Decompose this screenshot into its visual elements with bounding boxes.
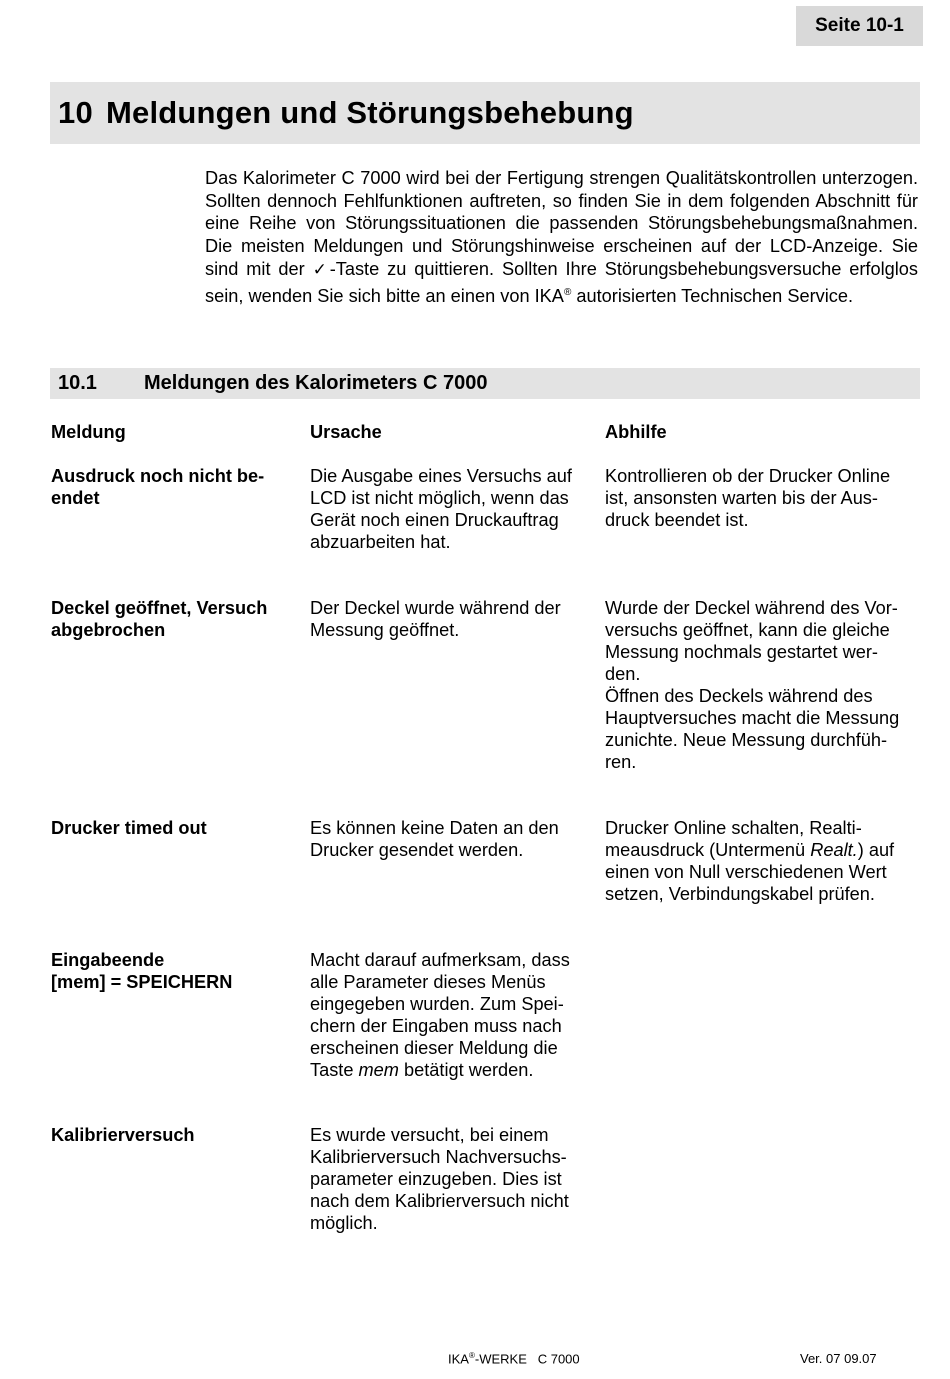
text-line: druck beendet ist.: [605, 510, 749, 530]
text-line: den.: [605, 664, 641, 684]
table-row-3-ursache: [310, 817, 595, 861]
intro-text-2: -Taste zu quittieren. Sollten Ihre Störungsbehebungsversuche erfolglos sein, wenden Sie sich bitte an einen von IKA: [205, 258, 918, 306]
text-line: Der Deckel wurde während der: [310, 598, 561, 618]
table-row-4-ursache: [310, 949, 595, 1081]
text-line: Eingabeende: [51, 950, 165, 970]
table-row-5-meldung: [51, 1124, 291, 1146]
section-heading: [50, 368, 920, 399]
text-line: Wurde der Deckel während des Vor-: [605, 598, 898, 618]
footer-brand-name: IKA: [448, 1351, 469, 1367]
text-line: erscheinen dieser Meldung die: [310, 1038, 558, 1058]
text-line: zunichte. Neue Messung durchfüh-: [605, 730, 888, 750]
submenu-name: Realt.: [810, 840, 858, 860]
text-line: alle Parameter dieses Menüs: [310, 972, 546, 992]
text-line: Gerät noch einen Druckauftrag: [310, 510, 559, 530]
text-line: parameter einzugeben. Dies ist: [310, 1169, 562, 1189]
table-row-2-meldung: [51, 597, 291, 641]
column-header-ursache: Ursache: [310, 422, 382, 442]
footer-brand: [448, 1351, 580, 1366]
text-line: versuchs geöffnet, kann die gleiche: [605, 620, 890, 640]
text-line: abzuarbeiten hat.: [310, 532, 451, 552]
text-segment: betätigt werden.: [398, 1060, 534, 1080]
text-line: Macht darauf aufmerksam, dass: [310, 950, 570, 970]
text-line: eingegeben wurden. Zum Spei-: [310, 994, 564, 1014]
text-line: Die Ausgabe eines Versuchs auf: [310, 466, 572, 486]
table-row-4-meldung: [51, 949, 291, 993]
text-line: Messung nochmals gestartet wer-: [605, 642, 878, 662]
text-line: einen von Null verschiedenen Wert: [605, 862, 887, 882]
text-line: Drucker gesendet werden.: [310, 840, 524, 860]
column-header-abhilfe: Abhilfe: [605, 422, 667, 442]
footer-product: -WERKE C 7000: [474, 1351, 580, 1367]
table-row-1-abhilfe: [605, 465, 920, 531]
table-row-3-abhilfe: [605, 817, 920, 905]
text-line: Drucker Online schalten, Realti-: [605, 818, 862, 838]
text-line: Messung geöffnet.: [310, 620, 460, 640]
table-row-2-ursache: [310, 597, 595, 641]
text-line: Kalibrierversuch: [51, 1125, 195, 1145]
text-segment: Taste: [310, 1060, 359, 1080]
chapter-number: 10: [58, 95, 93, 130]
table-row-1-ursache: [310, 465, 595, 553]
text-line: [mem] = SPEICHERN: [51, 972, 233, 992]
text-line: [605, 839, 920, 861]
text-line: nach dem Kalibrierversuch nicht: [310, 1191, 569, 1211]
text-line: abgebrochen: [51, 620, 166, 640]
column-header-meldung: Meldung: [51, 422, 126, 442]
chapter-heading: [50, 82, 920, 144]
section-title: Meldungen des Kalorimeters C 7000: [144, 372, 488, 394]
footer-version: Ver. 07 09.07: [800, 1351, 877, 1366]
chapter-title: Meldungen und Störungsbehebung: [106, 95, 634, 130]
intro-text-3: autorisierten Technischen Service.: [571, 285, 854, 306]
text-line: Es können keine Daten an den: [310, 818, 559, 838]
table-row-3-meldung: [51, 817, 291, 839]
text-line: möglich.: [310, 1213, 378, 1233]
text-line: endet: [51, 488, 100, 508]
text-line: Es wurde versucht, bei einem: [310, 1125, 549, 1145]
registered-mark: ®: [468, 1351, 475, 1360]
text-line: chern der Eingaben muss nach: [310, 1016, 562, 1036]
registered-mark: ®: [563, 286, 572, 298]
text-line: Kontrollieren ob der Drucker Online: [605, 466, 891, 486]
table-row-1-meldung: [51, 465, 291, 509]
text-line: Drucker timed out: [51, 818, 207, 838]
text-segment: meausdruck (Untermenü: [605, 840, 811, 860]
section-number: 10.1: [58, 372, 97, 394]
text-segment: ) auf: [857, 840, 895, 860]
text-line: ist, ansonsten warten bis der Aus-: [605, 488, 878, 508]
text-line: [310, 1059, 595, 1081]
text-line: Öffnen des Deckels während des: [605, 686, 873, 706]
text-line: setzen, Verbindungskabel prüfen.: [605, 884, 875, 904]
key-name: mem: [358, 1060, 399, 1080]
text-line: Hauptversuches macht die Messung: [605, 708, 900, 728]
text-line: ren.: [605, 752, 637, 772]
page-number-tag: Seite 10-1: [796, 6, 923, 46]
text-line: Ausdruck noch nicht be-: [51, 466, 265, 486]
text-line: Kalibrierversuch Nachversuchs-: [310, 1147, 567, 1167]
table-row-2-abhilfe: [605, 597, 920, 773]
table-row-5-ursache: [310, 1124, 595, 1234]
intro-paragraph: [205, 167, 918, 307]
text-line: LCD ist nicht möglich, wenn das: [310, 488, 569, 508]
intro-text-1: Das Kalorimeter C 7000 wird bei der Fertigung strengen Qualitätskontrollen unterzogen. Sollten dennoch Fehlfunktionen auftreten, so finden Sie in dem folgenden Abschnitt für eine Reihe von Störungssituationen die passenden Störungsbehebungsmaßnahmen. Die meisten Meldungen und Störungshinweise erscheinen auf der LCD-Anzeige. Sie sind mit der: [205, 168, 918, 279]
checkmark-icon: ✓: [312, 259, 330, 279]
text-line: Deckel geöffnet, Versuch: [51, 598, 268, 618]
